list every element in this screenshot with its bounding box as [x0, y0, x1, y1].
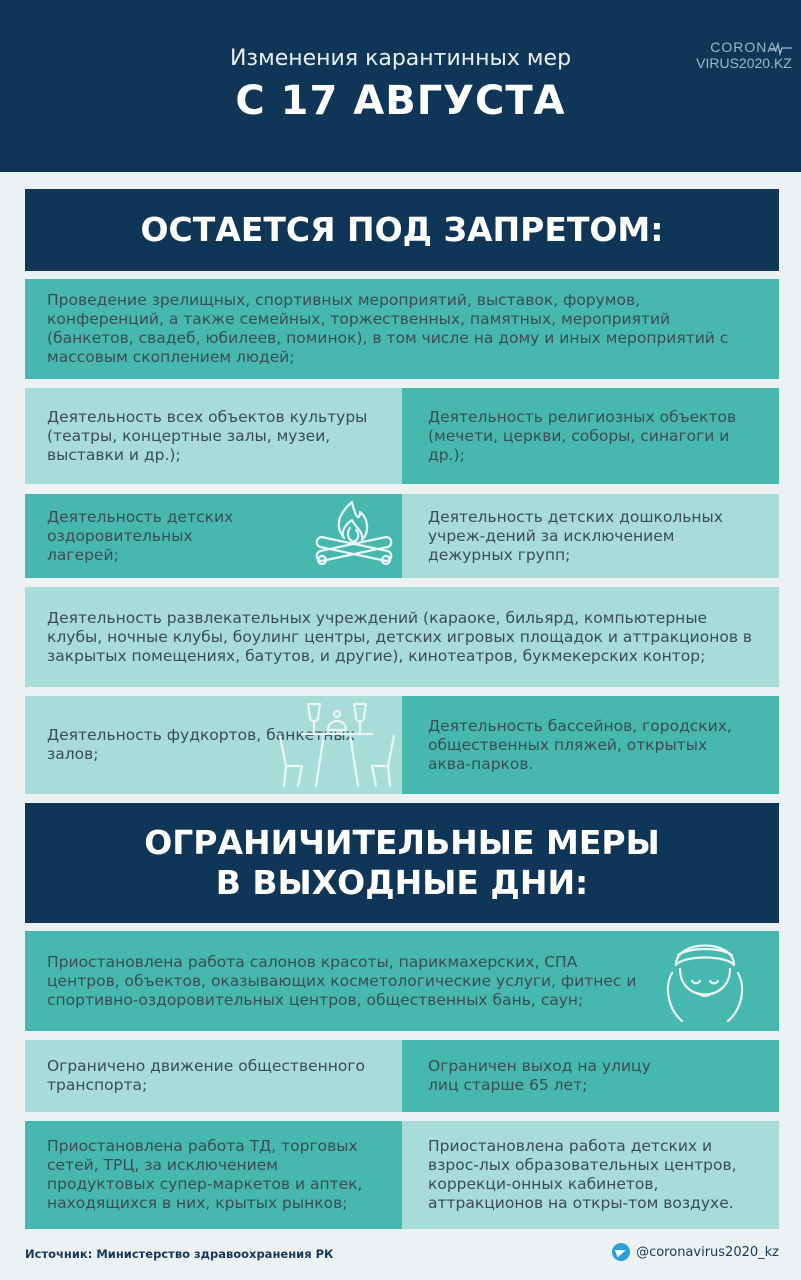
item-transport [25, 1040, 402, 1112]
logo-line2: VIRUS2020.KZ [696, 55, 792, 71]
header-date: С 17 АВГУСТА [235, 78, 566, 124]
item-beauty [25, 931, 779, 1031]
item-religion-text: Деятельность религиозных объектов (мечети, церкви, соборы, синагоги и др.); [428, 407, 737, 464]
coronavirus-logo [696, 40, 792, 76]
logo-line1: CORONA [710, 39, 778, 55]
section-weekend-title-line1: ОГРАНИЧИТЕЛЬНЫЕ МЕРЫ [144, 823, 660, 862]
item-culture [25, 388, 402, 484]
item-religion [402, 388, 779, 484]
item-elderly [402, 1040, 779, 1112]
item-education [402, 1121, 779, 1229]
item-spectacles [25, 279, 779, 379]
item-camps [25, 494, 402, 578]
item-culture-text: Деятельность всех объектов культуры (театры, концертные залы, музеи, выставки и др.); [47, 407, 368, 464]
item-pools [402, 696, 779, 794]
item-beauty-text: Приостановлена работа салонов красоты, парикмахерских, СПА центров, объектов, оказывающих косметологические услуги, фитнес и спортивно-оздоровительных центров, общественных бань, саун; [47, 952, 637, 1009]
item-entertainment [25, 587, 779, 687]
item-spectacles-text: Проведение зрелищных, спортивных мероприятий, выставок, форумов, конференций, а также семейных, торжественных, памятных, мероприятий (банкетов, свадеб, юбилеев, поминок), в том числе на дому и иных мероприятий с массовым скоплением людей; [47, 291, 729, 366]
item-foodcourts [25, 696, 402, 794]
telegram-icon [612, 1243, 630, 1261]
section-weekend-title [25, 803, 779, 923]
section-weekend-title-line2: В ВЫХОДНЫЕ ДНИ: [215, 863, 589, 902]
item-malls [25, 1121, 402, 1229]
item-entertainment-text: Деятельность развлекательных учреждений (караоке, бильярд, компьютерные клубы, ночные клубы, боулинг центры, детских игровых площадок и аттракционов в закрытых помещениях, батутов, и другие), кинотеатров, букмекерских контор; [47, 608, 753, 665]
item-camps-text: Деятельность детских оздоровительных лагерей; [47, 507, 234, 564]
item-elderly-text: Ограничен выход на улицу лиц старше 65 лет; [428, 1057, 651, 1094]
footer-source: Источник: Министерство здравоохранения РК [25, 1247, 334, 1261]
footer-telegram[interactable] [612, 1243, 779, 1261]
item-foodcourts-text: Деятельность фудкортов, банкетных залов; [47, 726, 355, 763]
item-preschool [402, 494, 779, 578]
header-subtitle: Изменения карантинных мер [229, 46, 572, 71]
item-education-text: Приостановлена работа детских и взрос-лых образовательных центров, коррекци-онных кабинетов, аттракционов на откры-том воздухе. [428, 1137, 737, 1212]
item-transport-text: Ограничено движение общественного транспорта; [47, 1057, 365, 1094]
item-preschool-text: Деятельность детских дошкольных учреж-дений за исключением дежурных групп; [428, 507, 723, 564]
section-banned-title: ОСТАЕТСЯ ПОД ЗАПРЕТОМ: [25, 189, 779, 271]
header [0, 0, 801, 172]
item-malls-text: Приостановлена работа ТД, торговых сетей, ТРЦ, за исключением продуктовых супер-маркетов и аптек, находящихся в них, крытых рынков; [47, 1137, 363, 1212]
heartbeat-icon [770, 42, 792, 56]
item-pools-text: Деятельность бассейнов, городских, общественных пляжей, открытых аква-парков. [428, 716, 732, 773]
telegram-handle[interactable]: @coronavirus2020_kz [636, 1244, 779, 1260]
